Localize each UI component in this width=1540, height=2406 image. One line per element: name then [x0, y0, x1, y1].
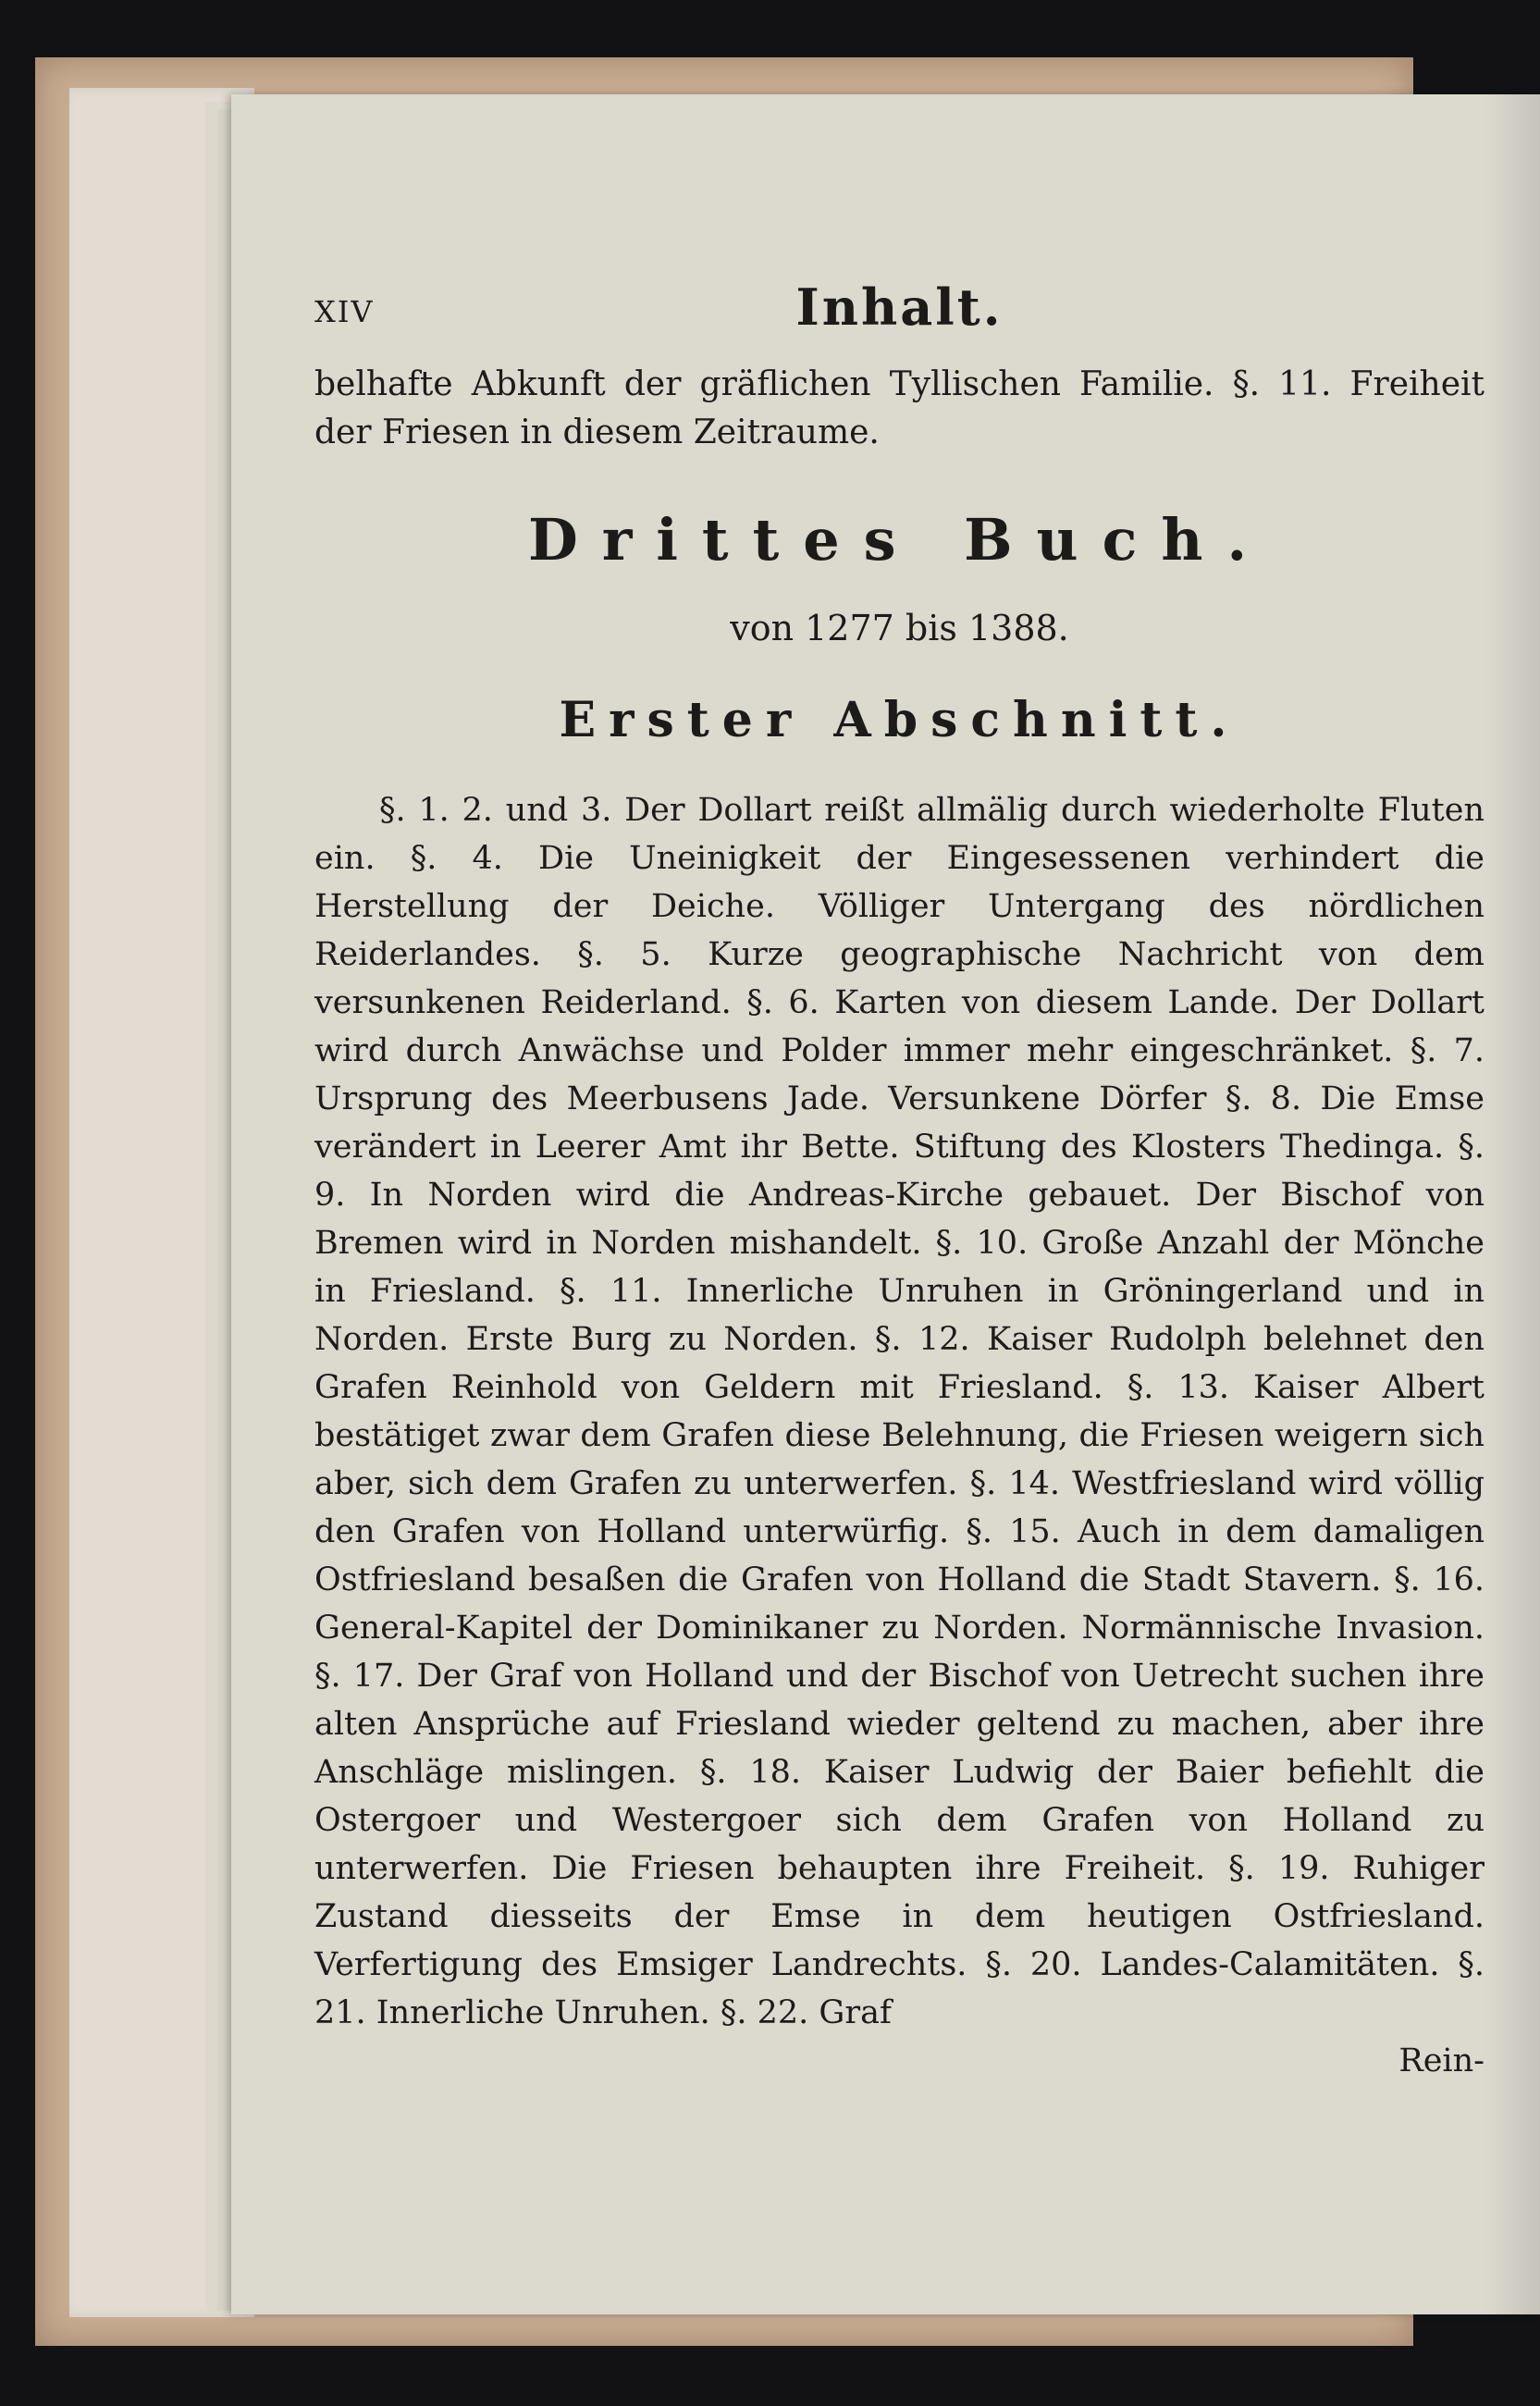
section-summary: §. 1. 2. und 3. Der Dollart reißt allmälig durch wiederholte Fluten ein. §. 4. Die Uneinigkeit der Eingesessenen verhindert die Herstellung der Deiche. Völliger Untergang des nördlichen Reiderlandes. §. 5. Kurze geographische Nachricht von dem versunkenen Reiderland. §. 6. Karten von diesem Lande. Der Dollart wird durch Anwächse und Polder immer mehr eingeschränket. §. 7. Ursprung des Meerbusens Jade. Versunkene Dörfer §. 8. Die Emse verändert in Leerer Amt ihr Bette. Stiftung des Klosters Thedinga. §. 9. In Norden wird die Andreas-Kirche gebauet. Der Bischof von Bremen wird in Norden mishandelt. §. 10. Große Anzahl der Mönche in Friesland. §. 11. Innerliche Unruhen in Gröningerland und in Norden. Erste Burg zu Norden. §. 12. Kaiser Rudolph belehnet den Grafen Reinhold von Geldern mit Friesland. §. 13. Kaiser Albert bestätiget zwar dem Grafen diese Belehnung, die Friesen weigern sich aber, sich dem Grafen zu unterwerfen. §. 14. Westfriesland wird völlig den Grafen von Holland unterwürfig. §. 15. Auch in dem damaligen Ostfriesland besaßen die Grafen von Holland die Stadt Stavern. §. 16. General-Kapitel der Dominikaner zu Norden. Normännische Invasion. §. 17. Der Graf von Holland und der Bischof von Uetrecht suchen ihre alten Ansprüche auf Friesland wieder geltend zu machen, aber ihre Anschläge mislingen. §. 18. Kaiser Ludwig der Baier befiehlt die Ostergoer und Westergoer sich dem Grafen von Holland zu unterwerfen. Die Friesen behaupten ihre Freiheit. §. 19. Ruhiger Zustand diesseits der Emse in dem heutigen Ostfriesland. Verfertigung des Emsiger Landrechts. §. 20. Landes-Calamitäten. §. 21. Innerliche Unruhen. §. 22. Graf — [314, 792, 1485, 2031]
book-period: von 1277 bis 1388. — [730, 608, 1069, 648]
running-head — [314, 278, 1485, 361]
intro-text: belhafte Abkunft der gräflichen Tyllischen Familie. §. 11. Freiheit der Friesen in diesem Zeitraume. — [314, 365, 1485, 451]
running-title: Inhalt. — [795, 278, 1004, 337]
page-text-block — [314, 278, 1485, 2085]
catchword: Rein- — [1398, 2042, 1485, 2079]
book-heading: Drittes Buch. — [527, 506, 1272, 574]
page-number: XIV — [314, 294, 375, 329]
section-heading: Erster Abschnitt. — [559, 692, 1240, 748]
